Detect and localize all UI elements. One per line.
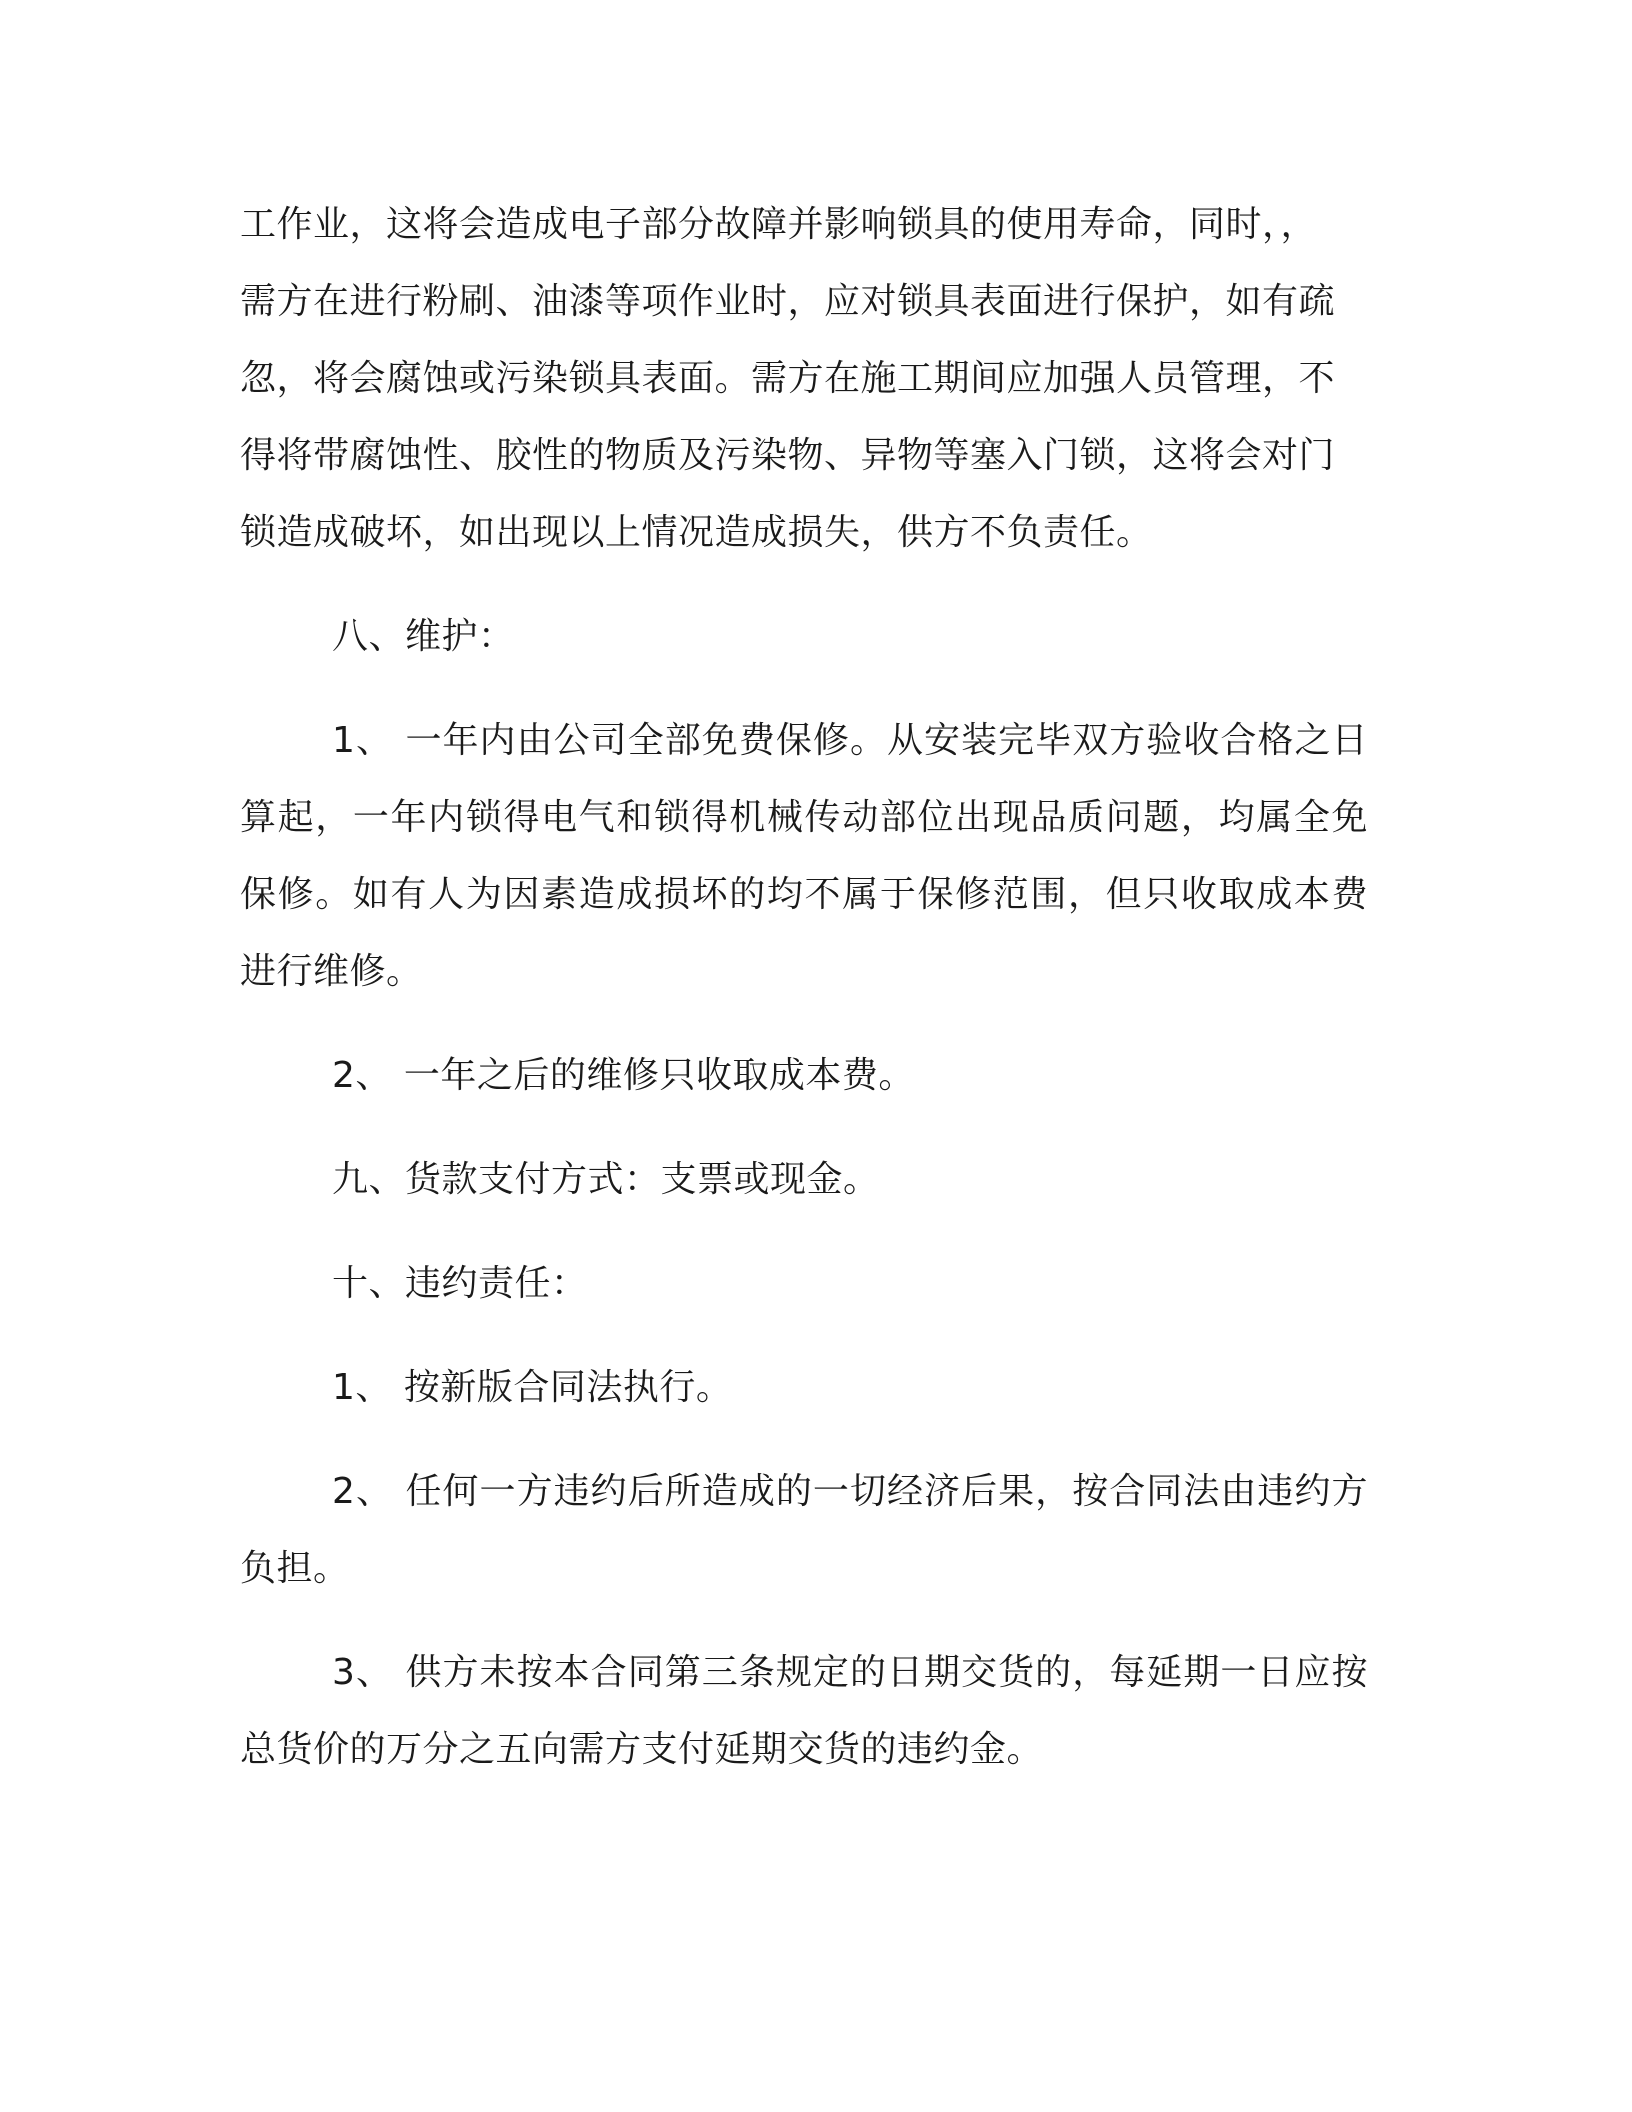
section-heading-maintenance: 八、维护：: [332, 616, 515, 657]
maintenance-item-2: 2、 一年之后的维修只收取成本费。: [332, 1055, 915, 1096]
maintenance-item-1: 1、 一年内由公司全部免费保修。从安装完毕双方验收合格之日算起，一年内锁得电气和锁得机械传动部位出现品质问题，均属全免保修。如有人为因素造成损坏的均不属于保修范围，但只收取成本费进行维修。: [240, 720, 1368, 992]
liability-item-2: 2、 任何一方违约后所造成的一切经济后果，按合同法由违约方负担。: [240, 1471, 1368, 1589]
text-line: 锁造成破坏，如出现以上情况造成损失，供方不负责任。: [240, 512, 1153, 553]
section-heading-payment: 九、货款支付方式：支票或现金。: [332, 1159, 880, 1200]
paragraph-continued-clause: [240, 186, 1368, 571]
text-line: 需方在进行粉刷、油漆等项作业时，应对锁具表面进行保护，如有疏: [240, 281, 1336, 322]
liability-item-1: 1、 按新版合同法执行。: [332, 1367, 733, 1408]
section-heading-liability: 十、违约责任：: [332, 1263, 588, 1304]
text-line: 工作业，这将会造成电子部分故障并影响锁具的使用寿命，同时，，: [240, 204, 1318, 245]
liability-item-3: 3、 供方未按本合同第三条规定的日期交货的，每延期一日应按总货价的万分之五向需方支付延期交货的违约金。: [240, 1652, 1368, 1770]
text-line: 得将带腐蚀性、胶性的物质及污染物、异物等塞入门锁，这将会对门: [240, 435, 1336, 476]
document-body: [240, 186, 1368, 1788]
text-line: 忽，将会腐蚀或污染锁具表面。需方在施工期间应加强人员管理，不: [240, 358, 1336, 399]
